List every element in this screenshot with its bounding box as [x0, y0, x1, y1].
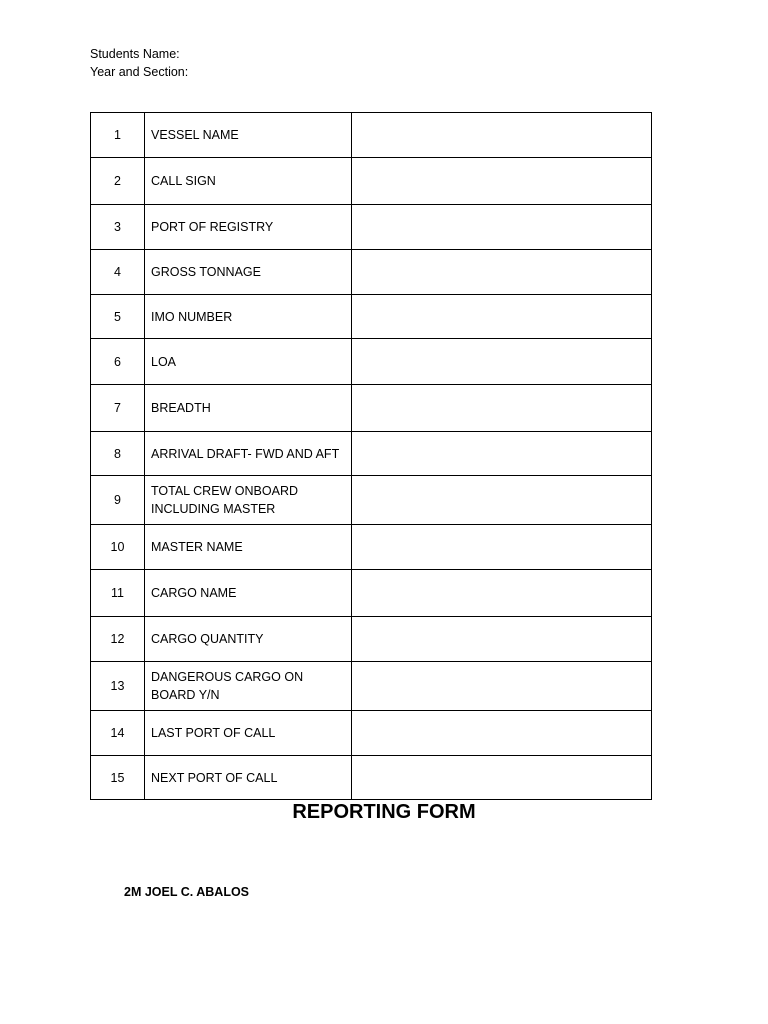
row-label: BREADTH — [145, 385, 352, 432]
table-row — [91, 385, 652, 432]
row-value-field[interactable] — [352, 250, 652, 295]
row-label: IMO NUMBER — [145, 295, 352, 339]
table-row — [91, 570, 652, 617]
table-row — [91, 432, 652, 476]
table-row — [91, 250, 652, 295]
row-number: 3 — [91, 205, 145, 250]
row-label: GROSS TONNAGE — [145, 250, 352, 295]
row-label: LAST PORT OF CALL — [145, 711, 352, 756]
row-value-field[interactable] — [352, 205, 652, 250]
row-value-field[interactable] — [352, 385, 652, 432]
table-row — [91, 756, 652, 800]
row-number: 7 — [91, 385, 145, 432]
row-label: CARGO QUANTITY — [145, 617, 352, 662]
row-value-field[interactable] — [352, 711, 652, 756]
row-label: CALL SIGN — [145, 158, 352, 205]
row-label: MASTER NAME — [145, 525, 352, 570]
row-value-field[interactable] — [352, 756, 652, 800]
row-value-field[interactable] — [352, 295, 652, 339]
table-row — [91, 662, 652, 711]
row-number: 10 — [91, 525, 145, 570]
row-number: 9 — [91, 476, 145, 525]
row-number: 6 — [91, 339, 145, 385]
row-number: 11 — [91, 570, 145, 617]
table-row — [91, 617, 652, 662]
row-label: ARRIVAL DRAFT- FWD AND AFT — [145, 432, 352, 476]
table-row — [91, 113, 652, 158]
row-label: PORT OF REGISTRY — [145, 205, 352, 250]
reporting-form-table-body — [91, 113, 652, 800]
students-name-label: Students Name: — [90, 47, 180, 61]
row-value-field[interactable] — [352, 570, 652, 617]
row-label: CARGO NAME — [145, 570, 352, 617]
row-number: 13 — [91, 662, 145, 711]
row-label: NEXT PORT OF CALL — [145, 756, 352, 800]
row-number: 8 — [91, 432, 145, 476]
reporting-form-table — [90, 112, 652, 800]
row-number: 4 — [91, 250, 145, 295]
form-title: REPORTING FORM — [292, 801, 476, 823]
author-name: 2M JOEL C. ABALOS — [124, 885, 250, 899]
table-row — [91, 525, 652, 570]
row-value-field[interactable] — [352, 525, 652, 570]
table-row — [91, 158, 652, 205]
row-value-field[interactable] — [352, 432, 652, 476]
row-value-field[interactable] — [352, 617, 652, 662]
row-value-field[interactable] — [352, 339, 652, 385]
row-value-field[interactable] — [352, 113, 652, 158]
row-number: 5 — [91, 295, 145, 339]
table-row — [91, 711, 652, 756]
row-label: VESSEL NAME — [145, 113, 352, 158]
table-row — [91, 339, 652, 385]
row-value-field[interactable] — [352, 476, 652, 525]
row-number: 14 — [91, 711, 145, 756]
row-number: 2 — [91, 158, 145, 205]
row-number: 15 — [91, 756, 145, 800]
row-number: 1 — [91, 113, 145, 158]
row-label: TOTAL CREW ONBOARD INCLUDING MASTER — [145, 476, 352, 525]
row-number: 12 — [91, 617, 145, 662]
table-row — [91, 205, 652, 250]
table-row — [91, 476, 652, 525]
row-value-field[interactable] — [352, 662, 652, 711]
row-label: LOA — [145, 339, 352, 385]
table-row — [91, 295, 652, 339]
row-value-field[interactable] — [352, 158, 652, 205]
row-label: DANGEROUS CARGO ON BOARD Y/N — [145, 662, 352, 711]
year-section-label: Year and Section: — [90, 65, 189, 79]
